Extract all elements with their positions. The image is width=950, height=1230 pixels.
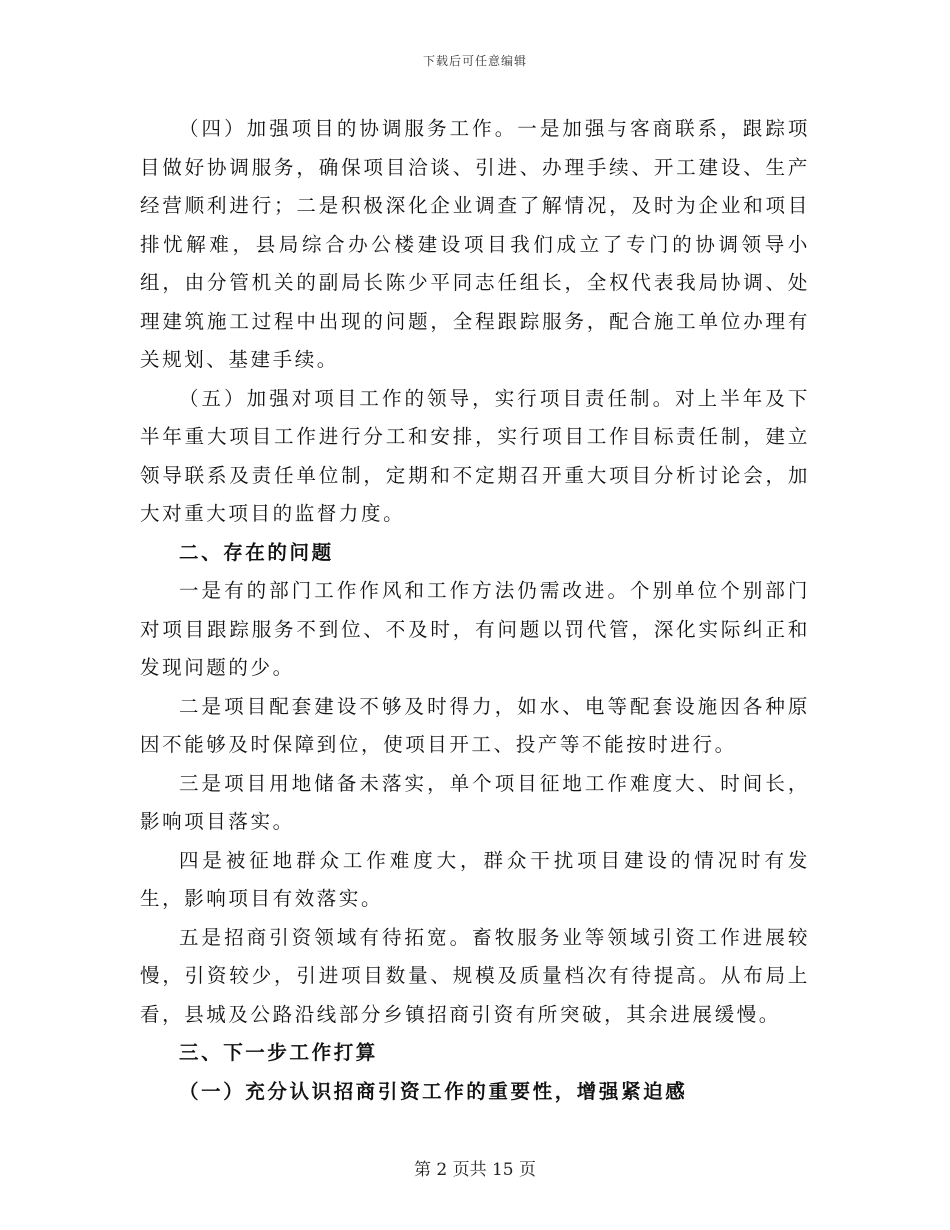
subsection-heading-importance: （一）充分认识招商引资工作的重要性，增强紧迫感 — [179, 1079, 688, 1103]
document-body — [140, 110, 810, 1111]
paragraph-project-leadership: （五）加强对项目工作的领导，实行项目责任制。对上半年及下半年重大项目工作进行分工和安排，实行项目工作目标责任制，建立领导联系及责任单位制，定期和不定期召开重大项目分析讨论会，加大对重大项目的监督力度。 — [140, 386, 810, 525]
page-number: 第 2 页共 15 页 — [413, 1160, 537, 1180]
section-heading-problems: 二、存在的问题 — [179, 540, 334, 564]
paragraph-problem-3: 三是项目用地储备未落实，单个项目征地工作难度大、时间长，影响项目落实。 — [140, 771, 810, 833]
page-header: 下载后可任意编辑 — [422, 54, 527, 68]
paragraph-problem-5: 五是招商引资领域有待拓宽。畜牧服务业等领域引资工作进展较慢，引资较少，引进项目数量、规模及质量档次有待提高。从布局上看，县城及公路沿线部分乡镇招商引资有所突破，其余进展缓慢。 — [140, 925, 810, 1026]
paragraph-problem-2: 二是项目配套建设不够及时得力，如水、电等配套设施因各种原因不能够及时保障到位，使项目开工、投产等不能按时进行。 — [140, 694, 810, 756]
section-heading-next-steps: 三、下一步工作打算 — [179, 1041, 378, 1064]
paragraph-problem-4: 四是被征地群众工作难度大，群众干扰项目建设的情况时有发生，影响项目有效落实。 — [140, 848, 810, 910]
paragraph-project-coordination: （四）加强项目的协调服务工作。一是加强与客商联系，跟踪项目做好协调服务，确保项目洽谈、引进、办理手续、开工建设、生产经营顺利进行；二是积极深化企业调查了解情况，及时为企业和项目排忧解难，县局综合办公楼建设项目我们成立了专门的协调领导小组，由分管机关的副局长陈少平同志任组长，全权代表我局协调、处理建筑施工过程中出现的问题，全程跟踪服务，配合施工单位办理有关规划、基建手续。 — [140, 117, 810, 371]
paragraph-problem-1: 一是有的部门工作作风和工作方法仍需改进。个别单位个别部门对项目跟踪服务不到位、不及时，有问题以罚代管，深化实际纠正和发现问题的少。 — [140, 579, 810, 679]
